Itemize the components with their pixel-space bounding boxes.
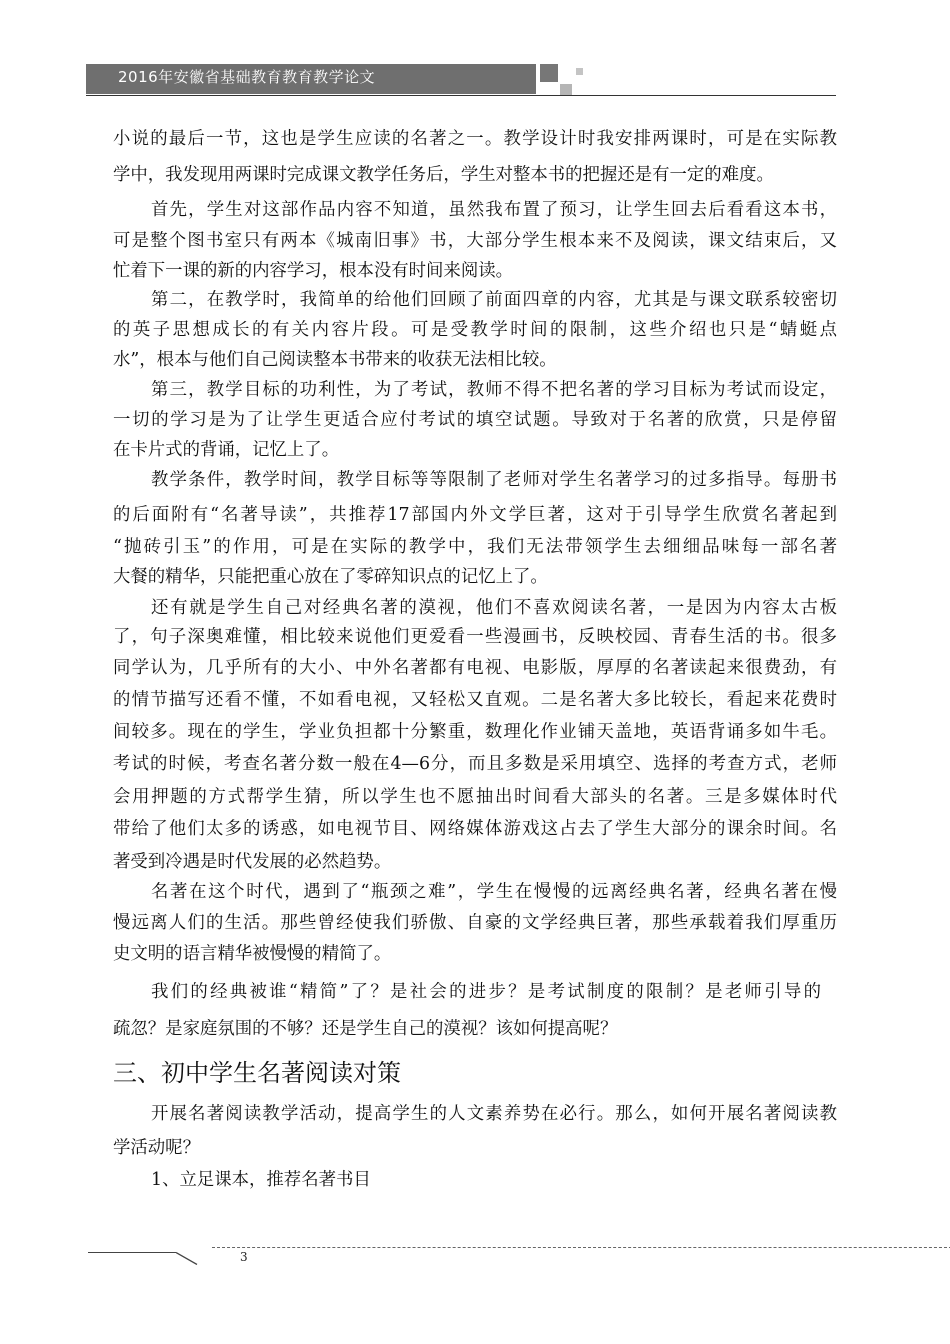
footer-slant-line: [176, 1252, 198, 1265]
body-line: 了，句子深奥难懂，相比较来说他们更爱看一些漫画书，反映校园、青春生活的书。很多: [113, 627, 837, 647]
body-line: 一切的学习是为了让学生更适合应付考试的填空试题。导致对于名著的欣赏，只是停留: [113, 410, 837, 430]
paragraph-first-line: 第二，在教学时，我简单的给他们回顾了前面四章的内容，尤其是与课文联系较密切: [151, 290, 837, 310]
body-line: 大餐的精华，只能把重心放在了零碎知识点的记忆上了。: [113, 567, 548, 587]
header-decoration-square: [576, 68, 583, 75]
body-line: 水”，根本与他们自己阅读整本书带来的收获无法相比较。: [113, 350, 557, 370]
body-line: 的后面附有“名著导读”，共推荐17部国内外文学巨著，这对于引导学生欣赏名著起到: [113, 505, 837, 525]
subheading: 1、立足课本，推荐名著书目: [151, 1170, 371, 1190]
paragraph-first-line: 第三，教学目标的功利性，为了考试，教师不得不把名著的学习目标为考试而设定，: [151, 380, 837, 400]
body-line: 的英子思想成长的有关内容片段。可是受教学时间的限制，这些介绍也只是“蜻蜓点: [113, 320, 837, 340]
page-number: 3: [240, 1250, 248, 1264]
paragraph-first-line: 教学条件，教学时间，教学目标等等限制了老师对学生名著学习的过多指导。每册书: [151, 470, 837, 490]
paragraph-first-line: 还有就是学生自己对经典名著的漠视，他们不喜欢阅读名著，一是因为内容太古板: [151, 598, 837, 618]
body-line: 疏忽？是家庭氛围的不够？还是学生自己的漠视？该如何提高呢？: [113, 1019, 618, 1039]
paragraph-first-line: 名著在这个时代，遇到了“瓶颈之难”，学生在慢慢的远离经典名著，经典名著在慢: [151, 882, 837, 902]
paragraph-first-line: 我们的经典被谁“精简”了？是社会的进步？是考试制度的限制？是老师引导的: [151, 982, 821, 1002]
body-line: 的情节描写还看不懂，不如看电视，又轻松又直观。二是名著大多比较长，看起来花费时: [113, 690, 837, 710]
body-line: 考试的时候，考查名著分数一般在4—6分，而且多数是采用填空、选择的考查方式，老师: [113, 754, 837, 774]
header-title: 2016年安徽省基础教育教育教学论文: [118, 68, 376, 86]
body-line: 史文明的语言精华被慢慢的精简了。: [113, 944, 392, 964]
header-rule: [86, 95, 836, 96]
body-line: 小说的最后一节，这也是学生应读的名著之一。教学设计时我安排两课时，可是在实际教: [113, 129, 837, 149]
body-line: 带给了他们太多的诱惑，如电视节目、网络媒体游戏这占去了学生大部分的课余时间。名: [113, 819, 837, 839]
footer-rule: [88, 1252, 176, 1253]
body-line: 可是整个图书室只有两本《城南旧事》书，大部分学生根本来不及阅读，课文结束后，又: [113, 231, 837, 251]
body-line: 学活动呢？: [113, 1138, 200, 1158]
paragraph-first-line: 首先，学生对这部作品内容不知道，虽然我布置了预习，让学生回去后看看这本书，: [151, 200, 837, 220]
body-line: 学中，我发现用两课时完成课文教学任务后，学生对整本书的把握还是有一定的难度。: [113, 165, 774, 185]
body-line: 忙着下一课的新的内容学习，根本没有时间来阅读。: [113, 261, 513, 281]
body-line: “抛砖引玉”的作用，可是在实际的教学中，我们无法带领学生去细细品味每一部名著: [113, 537, 837, 557]
body-line: 著受到冷遇是时代发展的必然趋势。: [113, 852, 392, 872]
paragraph-first-line: 开展名著阅读教学活动，提高学生的人文素养势在必行。那么，如何开展名著阅读教: [151, 1104, 837, 1124]
body-line: 慢远离人们的生活。那些曾经使我们骄傲、自豪的文学经典巨著，那些承载着我们厚重历: [113, 913, 837, 933]
body-line: 同学认为，几乎所有的大小、中外名著都有电视、电影版，厚厚的名著读起来很费劲，有: [113, 658, 837, 678]
section-heading: 三、初中学生名著阅读对策: [113, 1059, 401, 1087]
body-line: 在卡片式的背诵，记忆上了。: [113, 440, 340, 460]
header-decoration-square: [540, 64, 558, 82]
body-line: 间较多。现在的学生，学业负担都十分繁重，数理化作业铺天盖地，英语背诵多如牛毛。: [113, 722, 837, 742]
footer-dashed-line: [212, 1247, 950, 1248]
body-line: 会用押题的方式帮学生猜，所以学生也不愿抽出时间看大部头的名著。三是多媒体时代: [113, 787, 837, 807]
